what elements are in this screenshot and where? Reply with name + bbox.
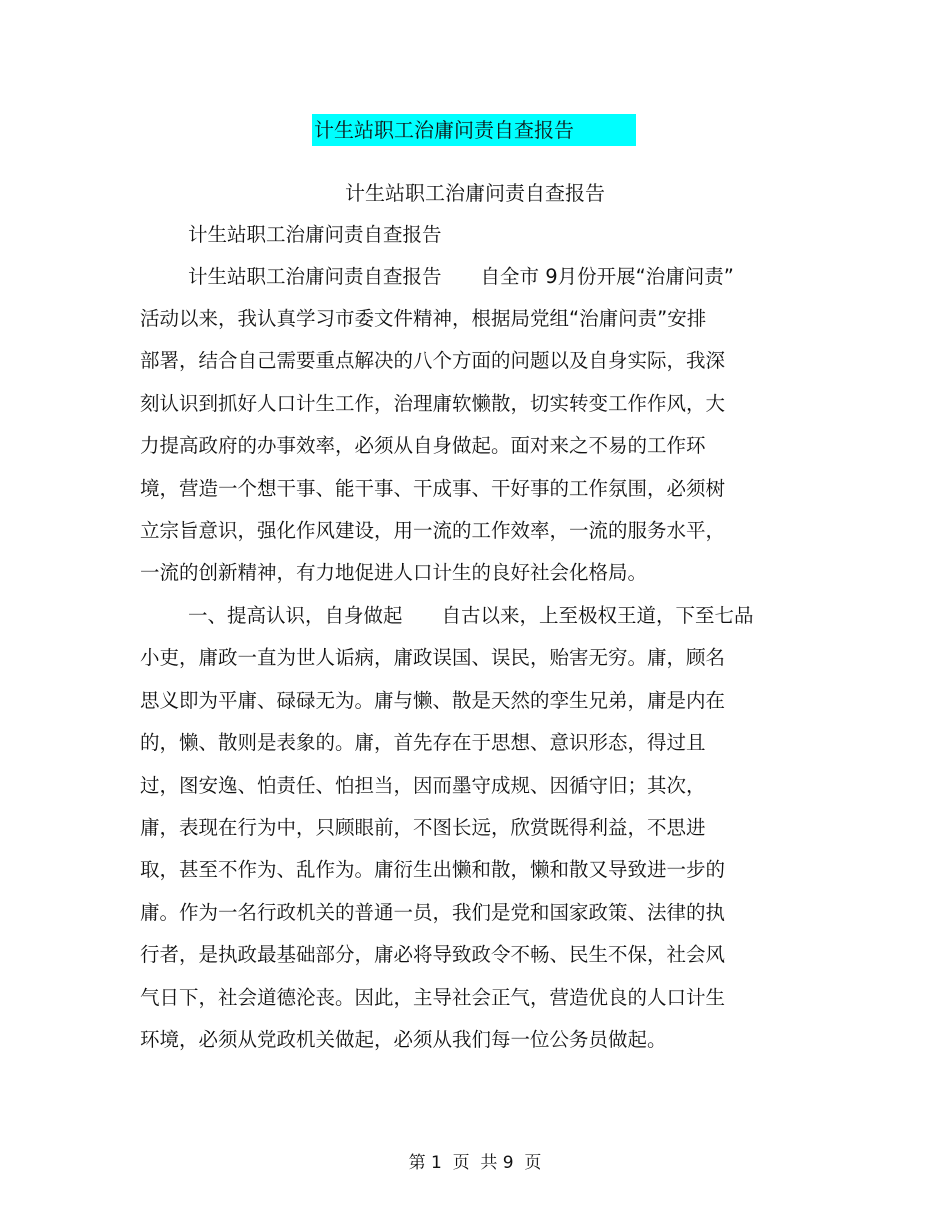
body-line: 的，懒、散则是表象的。庸，首先存在于思想、意识形态，得过且 bbox=[140, 731, 706, 754]
body-line: 环境，必须从党政机关做起，必须从我们每一位公务员做起。 bbox=[140, 1028, 667, 1051]
body-line: 刻认识到抓好人口计生工作，治理庸软懒散，切实转变工作作风，大 bbox=[140, 392, 726, 415]
body-line: 思义即为平庸、碌碌无为。庸与懒、散是天然的孪生兄弟，庸是内在 bbox=[140, 689, 726, 712]
body-line: 庸。作为一名行政机关的普通一员，我们是党和国家政策、法律的执 bbox=[140, 901, 726, 924]
body-line: 行者，是执政最基础部分，庸必将导致政令不畅、民生不保，社会风 bbox=[140, 943, 726, 966]
body-line: 一、提高认识，自身做起 自古以来，上至极权王道，下至七品 bbox=[188, 604, 754, 627]
body-line: 活动以来，我认真学习市委文件精神，根据局党组“治庸问责”安排 bbox=[140, 307, 707, 330]
body-line: 立宗旨意识，强化作风建设，用一流的工作效率，一流的服务水平， bbox=[140, 519, 726, 542]
body-line: 气日下，社会道德沦丧。因此，主导社会正气，营造优良的人口计生 bbox=[140, 986, 726, 1009]
body-line: 一流的创新精神，有力地促进人口计生的良好社会化格局。 bbox=[140, 561, 648, 584]
body-line: 小吏，庸政一直为世人诟病，庸政误国、误民，贻害无穷。庸，顾名 bbox=[140, 646, 726, 669]
page-footer: 第 1 页 共 9 页 bbox=[408, 1153, 542, 1173]
body-line: 庸，表现在行为中，只顾眼前，不图长远，欣赏既得利益，不思进 bbox=[140, 816, 706, 839]
body-line: 部署，结合自己需要重点解决的八个方面的问题以及自身实际，我深 bbox=[140, 349, 726, 372]
body-line: 力提高政府的办事效率，必须从自身做起。面对来之不易的工作环 bbox=[140, 434, 706, 457]
document-subtitle: 计生站职工治庸问责自查报告 bbox=[345, 181, 605, 205]
highlighted-title: 计生站职工治庸问责自查报告 bbox=[312, 114, 636, 146]
body-line: 计生站职工治庸问责自查报告 自全市 9月份开展“治庸问责” bbox=[188, 265, 734, 288]
body-line: 过，图安逸、怕责任、怕担当，因而墨守成规、因循守旧；其次， bbox=[140, 774, 706, 797]
body-line: 境，营造一个想干事、能干事、干成事、干好事的工作氛围，必须树 bbox=[140, 477, 726, 500]
body-line: 取，甚至不作为、乱作为。庸衍生出懒和散，懒和散又导致进一步的 bbox=[140, 858, 726, 881]
body-line: 计生站职工治庸问责自查报告 bbox=[188, 223, 442, 246]
